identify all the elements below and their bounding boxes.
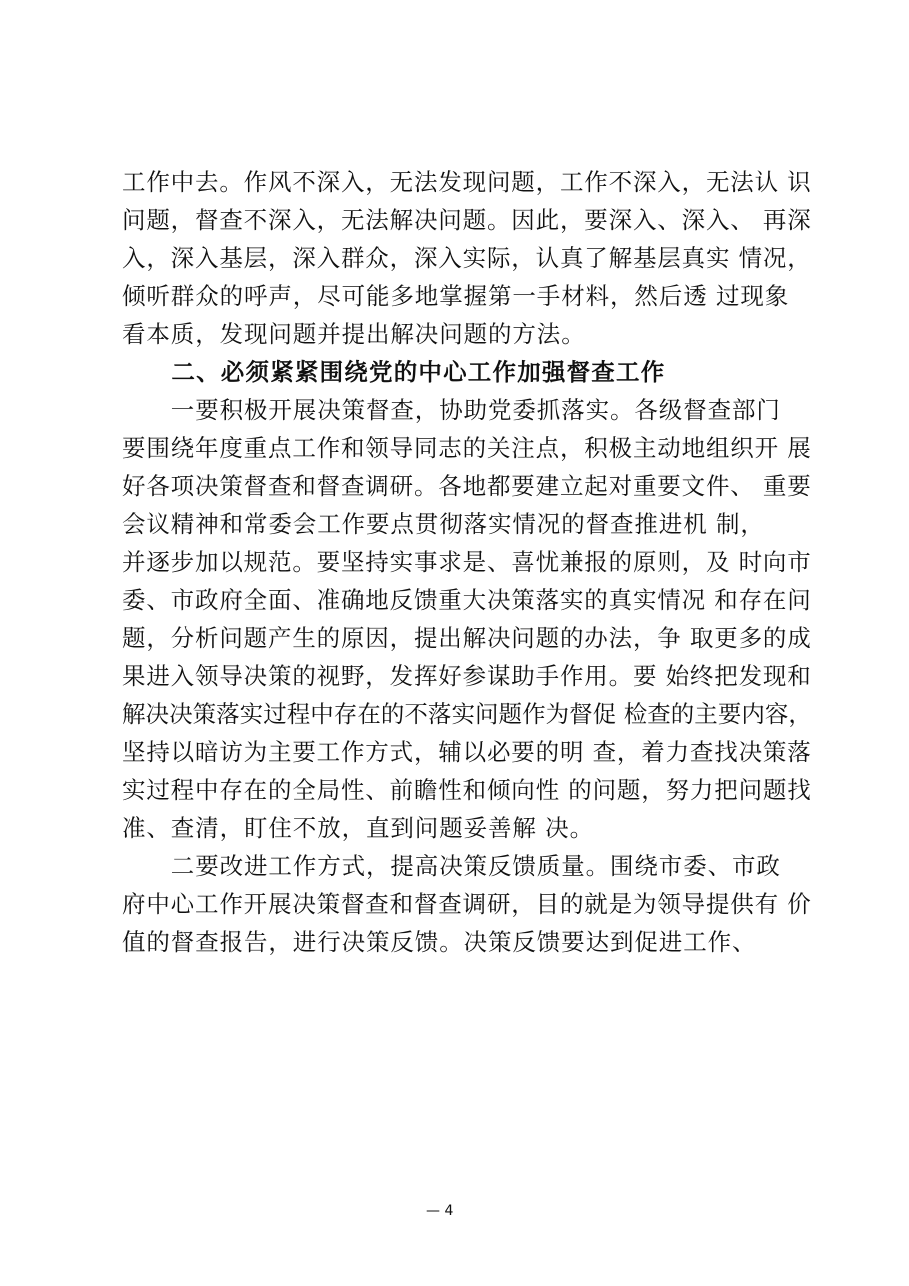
body-text xyxy=(122,163,812,961)
text-line: 并逐步加以规范。要坚持实事求是、喜忧兼报的原则，及 时向市 xyxy=(122,548,812,576)
text-line: 一要积极开展决策督查，协助党委抓落实。各级督查部门 xyxy=(122,396,781,424)
text-line: 要围绕年度重点工作和领导同志的关注点，积极主动地组织开 展 xyxy=(122,434,812,462)
text-line: 实过程中存在的全局性、前瞻性和倾向性 的问题，努力把问题找 xyxy=(122,776,812,804)
text-line: 看本质，发现问题并提出解决问题的方法。 xyxy=(122,320,586,348)
text-line: 问题，督查不深入，无法解决问题。因此，要深入、深入、 再深 xyxy=(122,206,812,234)
text-line: 准、查清，盯住不放，直到问题妥善解 决。 xyxy=(122,814,594,842)
text-line: 值的督查报告，进行决策反馈。决策反馈要达到促进工作、 xyxy=(122,928,757,956)
text-line: 果进入领导决策的视野，发挥好参谋助手作用。要 始终把发现和 xyxy=(122,662,812,690)
text-line: 解决决策落实过程中存在的不落实问题作为督促 检查的主要内容， xyxy=(122,700,812,728)
text-line: 入，深入基层，深入群众，深入实际，认真了解基层真实 情况， xyxy=(122,244,812,272)
section-heading xyxy=(122,353,807,391)
section-heading-text: 二、必须紧紧围绕党的中心工作加强督查工作 xyxy=(171,358,666,386)
text-line: 二要改进工作方式，提高决策反馈质量。围绕市委、市政 xyxy=(122,852,781,880)
text-line: 题，分析问题产生的原因，提出解决问题的办法，争 取更多的成 xyxy=(122,624,812,652)
text-line: 工作中去。作风不深入，无法发现问题，工作不深入，无法认 识 xyxy=(122,168,812,196)
text-line: 府中心工作开展决策督查和督查调研，目的就是为领导提供有 价 xyxy=(122,890,812,918)
text-line: 委、市政府全面、准确地反馈重大决策落实的真实情况 和存在问 xyxy=(122,586,812,614)
text-line: 会议精神和常委会工作要点贯彻落实情况的督查推进机 制， xyxy=(122,510,765,538)
text-line: 倾听群众的呼声，尽可能多地掌握第一手材料，然后透 过现象 xyxy=(122,282,790,310)
text-line: 好各项决策督查和督查调研。各地都要建立起对重要文件、 重要 xyxy=(122,472,812,500)
page-number: — 4 xyxy=(426,1203,454,1219)
text-line: 坚持以暗访为主要工作方式，辅以必要的明 查，着力查找决策落 xyxy=(122,738,812,766)
